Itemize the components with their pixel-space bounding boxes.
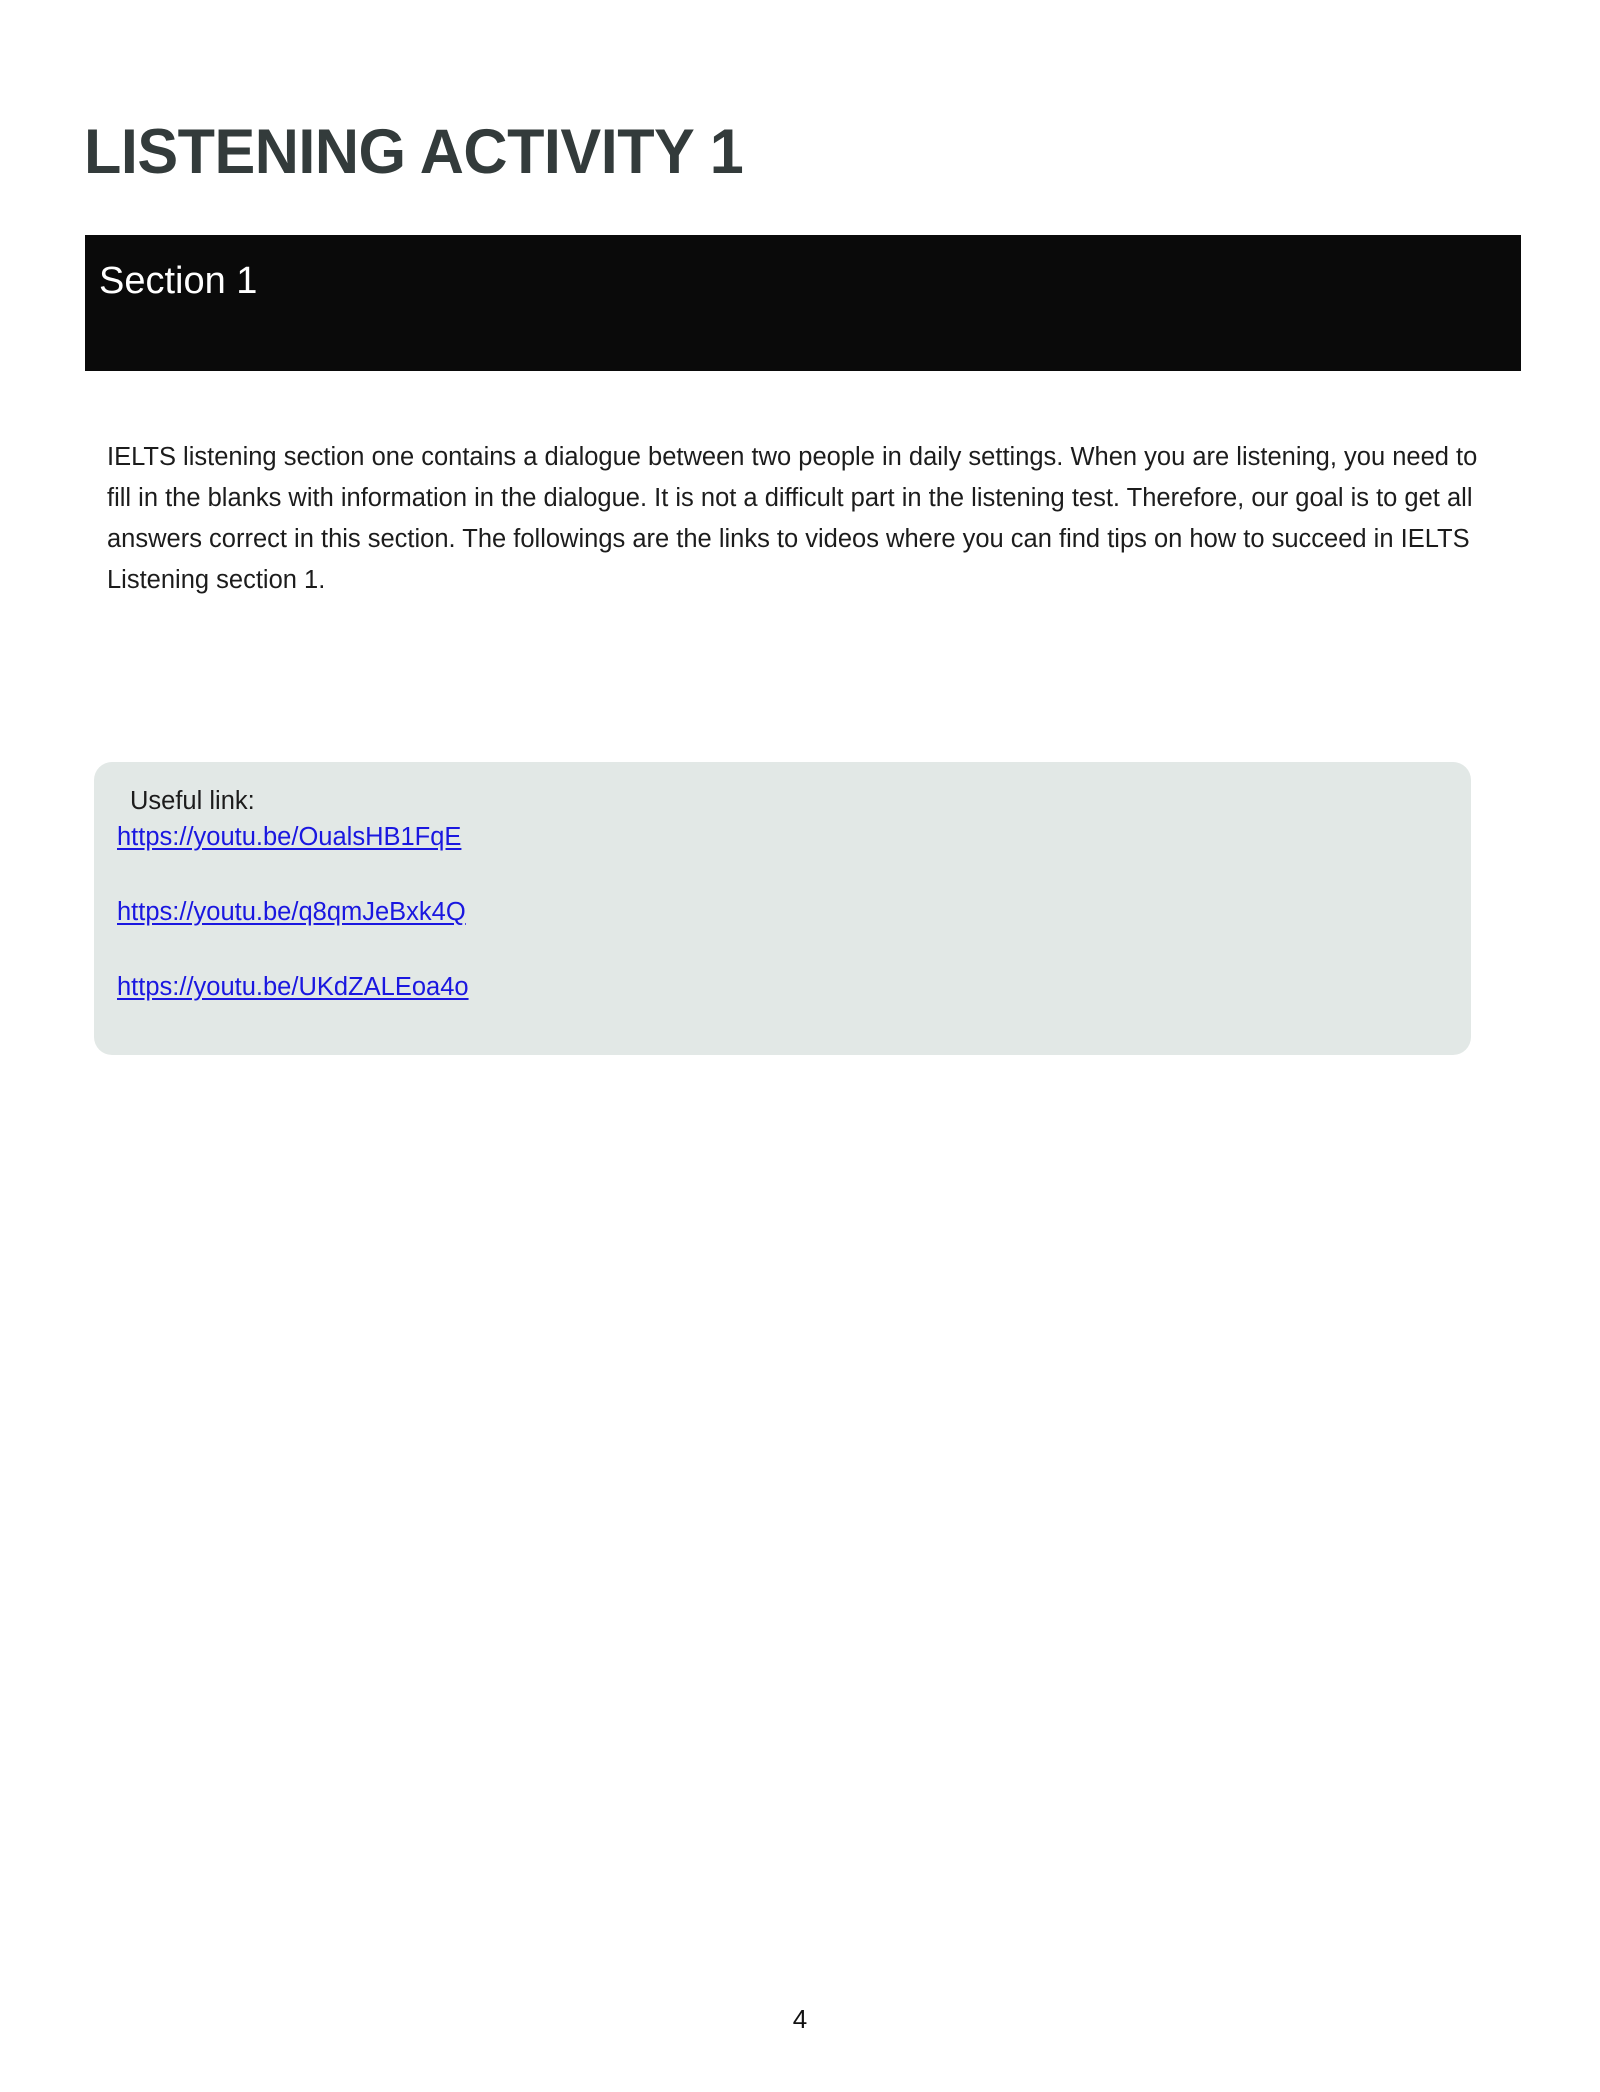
useful-links-panel: [94, 762, 1471, 1055]
section-header-label: Section 1: [99, 260, 258, 302]
useful-link-2[interactable]: https://youtu.be/q8qmJeBxk4Q: [117, 898, 466, 926]
body-paragraph: [107, 437, 1497, 601]
body-paragraph-line-2: fill in the blanks with information in the dialogue. It is not a difficult part in the listening test. Therefore, our goal is to get all: [107, 484, 1473, 512]
body-paragraph-line-1: IELTS listening section one contains a dialogue between two people in daily settings. When you are listening, you need to: [107, 443, 1478, 471]
useful-link-item: [117, 895, 466, 929]
useful-link-1[interactable]: https://youtu.be/OualsHB1FqE: [117, 823, 462, 851]
useful-link-item: [117, 970, 469, 1004]
section-header-bar: [85, 235, 1521, 371]
useful-link-3[interactable]: https://youtu.be/UKdZALEoa4o: [117, 973, 469, 1001]
page-number: 4: [792, 2004, 808, 2034]
body-paragraph-line-4: Listening section 1.: [107, 566, 326, 594]
body-paragraph-line-3: answers correct in this section. The followings are the links to videos where you can find tips on how to succeed in IELTS: [107, 525, 1470, 553]
useful-link-item: [117, 820, 461, 854]
useful-links-label: Useful link:: [130, 787, 255, 815]
page-title: LISTENING ACTIVITY 1: [84, 117, 744, 188]
